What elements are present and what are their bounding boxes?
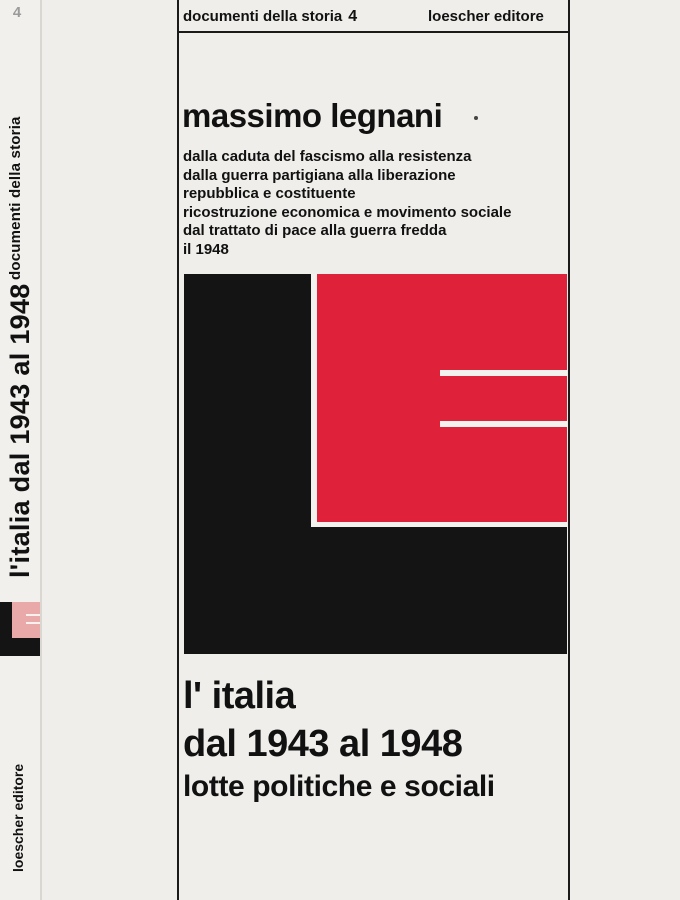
spine-volume-number: 4 bbox=[12, 4, 22, 21]
contents-item: repubblica e costituente bbox=[183, 185, 356, 203]
spine-series-title: documenti della storia bbox=[7, 116, 24, 280]
publisher-header: loescher editore bbox=[428, 8, 544, 25]
title-line-2: dal 1943 al 1948 bbox=[183, 723, 463, 765]
contents-list bbox=[183, 148, 511, 260]
spine-fold bbox=[40, 0, 42, 900]
author-dot bbox=[474, 116, 478, 120]
contents-item: dalla caduta del fascismo alla resistenza bbox=[183, 148, 472, 165]
cover-right-rule bbox=[568, 0, 570, 900]
spine-book-title: l'italia dal 1943 al 1948 bbox=[5, 283, 35, 578]
book-spine bbox=[0, 0, 40, 900]
series-name: documenti della storia bbox=[183, 8, 343, 25]
contents-item: dal trattato di pace alla guerra fredda bbox=[183, 222, 447, 240]
spine-logo-red bbox=[12, 602, 40, 638]
spine-logo-bar bbox=[26, 622, 40, 624]
series-header bbox=[183, 8, 357, 26]
header-rule bbox=[177, 31, 570, 33]
graphic-white-bar-top bbox=[440, 370, 567, 376]
cover-graphic bbox=[184, 274, 567, 654]
contents-item: il 1948 bbox=[183, 240, 229, 258]
contents-item: ricostruzione economica e movimento sociale bbox=[183, 203, 512, 221]
graphic-white-bar-bottom bbox=[440, 421, 567, 427]
title-line-1: l' italia bbox=[183, 675, 296, 717]
series-number: 4 bbox=[348, 8, 358, 25]
contents-item: dalla guerra partigiana alla liberazione bbox=[183, 166, 456, 184]
title-subtitle: lotte politiche e sociali bbox=[183, 770, 495, 803]
spine-publisher: loescher editore bbox=[10, 763, 26, 872]
author-name: massimo legnani bbox=[182, 97, 443, 134]
spine-logo-graphic bbox=[0, 602, 40, 656]
cover-left-rule bbox=[177, 0, 179, 900]
spine-logo-bar bbox=[26, 614, 40, 616]
book-title bbox=[183, 672, 495, 806]
graphic-red-block bbox=[317, 274, 567, 522]
